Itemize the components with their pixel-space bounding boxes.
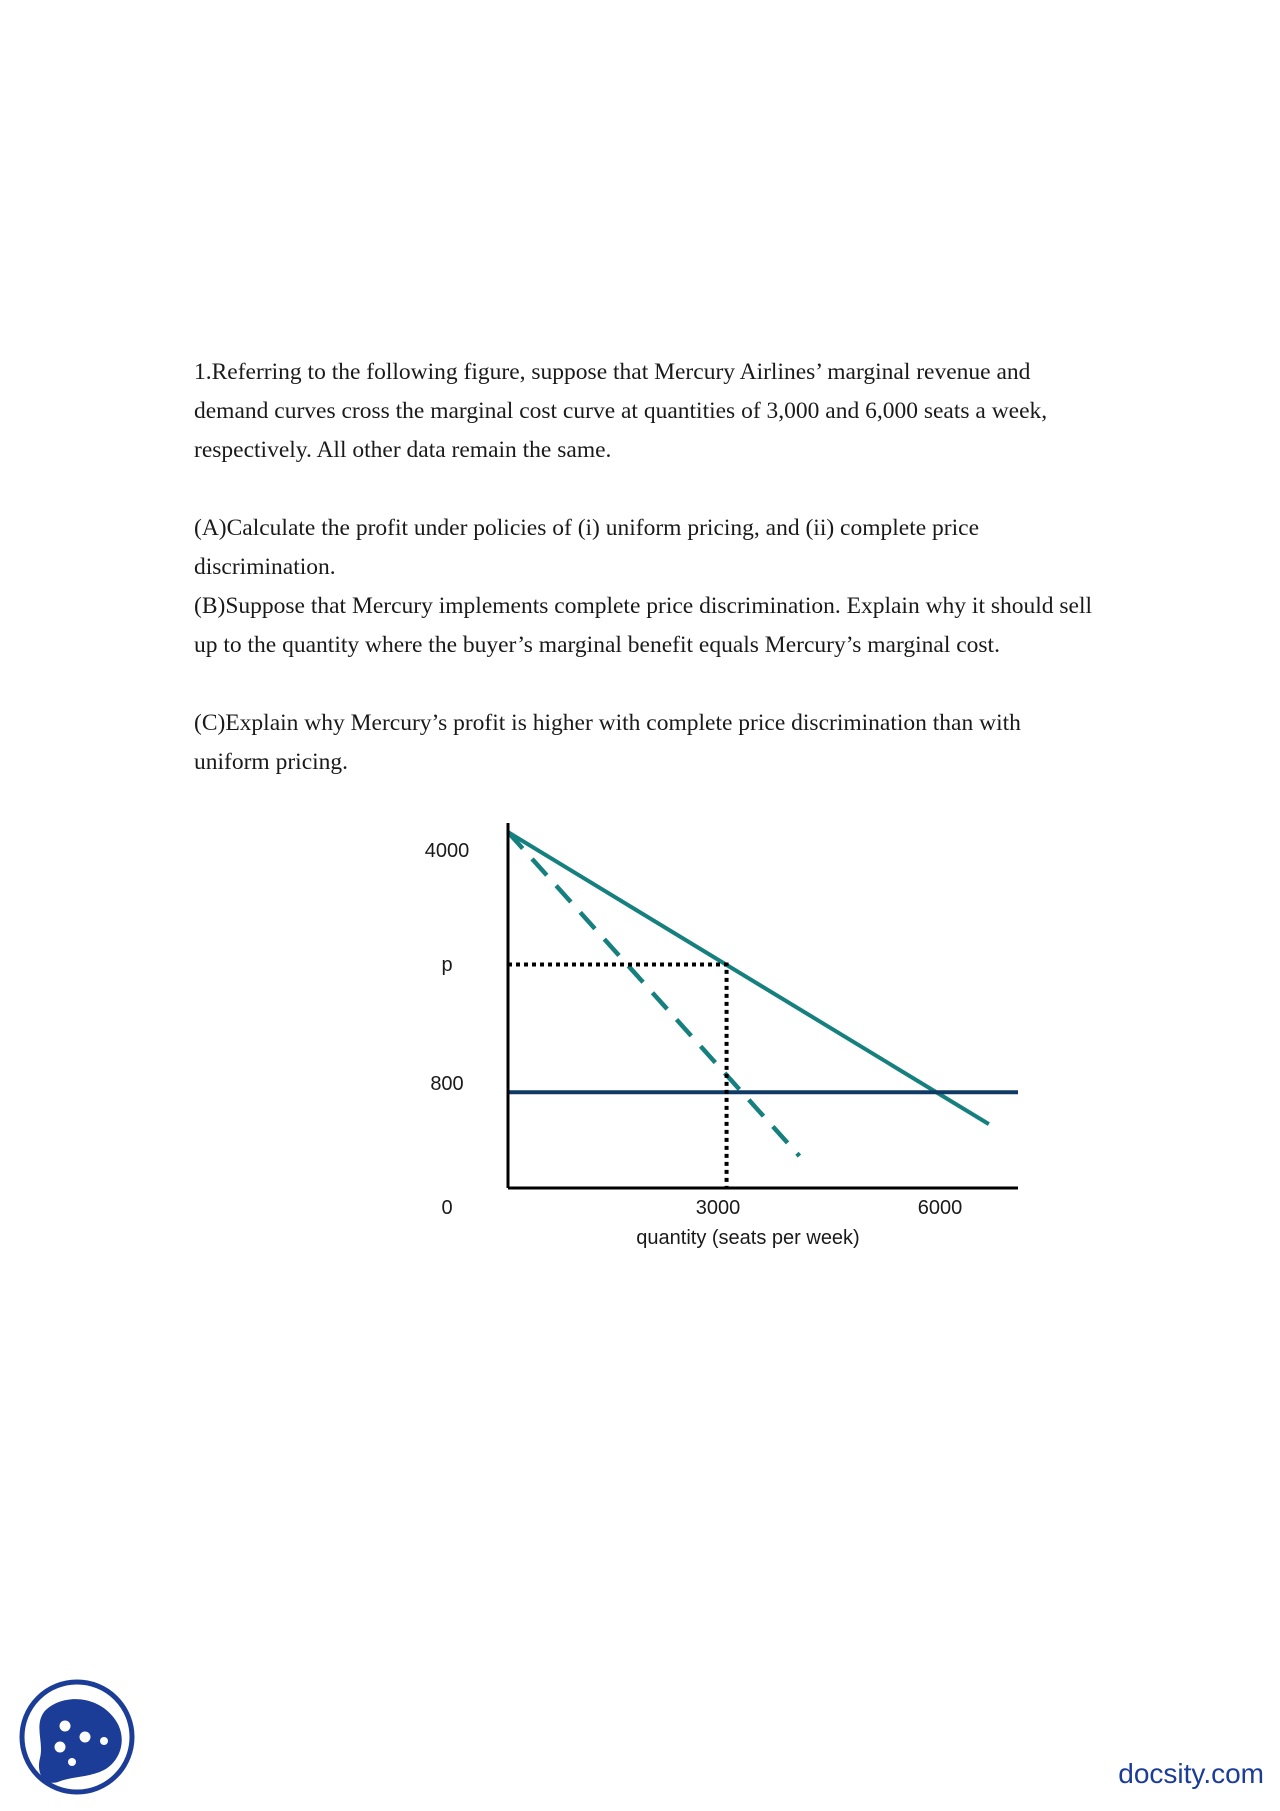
question-part-a: (A)Calculate the profit under policies of (i) uniform pricing, and (ii) complete price discrimination. [194,515,980,580]
demand-line [508,832,989,1124]
x-tick-label-3000: 3000 [695,1197,741,1219]
y-tick-label-p: p [441,954,453,976]
docsity-logo-icon [18,1678,136,1796]
price-guide-line [508,964,727,1188]
y-tick-label-800: 800 [430,1073,464,1095]
marginal-revenue-line [508,832,799,1156]
question-part-b: (B)Suppose that Mercury implements complete price discrimination. Explain why it should sell up to the quantity where the buyer’s marginal benefit equals Mercury’s marginal cost. [194,593,1093,658]
x-tick-label-6000: 6000 [917,1197,963,1219]
y-tick-label-4000: 4000 [424,840,470,862]
y-tick-label-0: 0 [441,1197,453,1219]
question-part-c: (C)Explain why Mercury’s profit is higher with complete price discrimination than with uniform pricing. [194,710,1021,775]
footer-brand-text: docsity.com [1118,1758,1264,1789]
x-axis-title: quantity (seats per week) [636,1227,860,1249]
question-intro: 1.Referring to the following figure, suppose that Mercury Airlines’ marginal revenue and demand curves cross the marginal cost curve at quantities of 3,000 and 6,000 seats a week, respectively. All other data remain the same. [194,359,1048,463]
